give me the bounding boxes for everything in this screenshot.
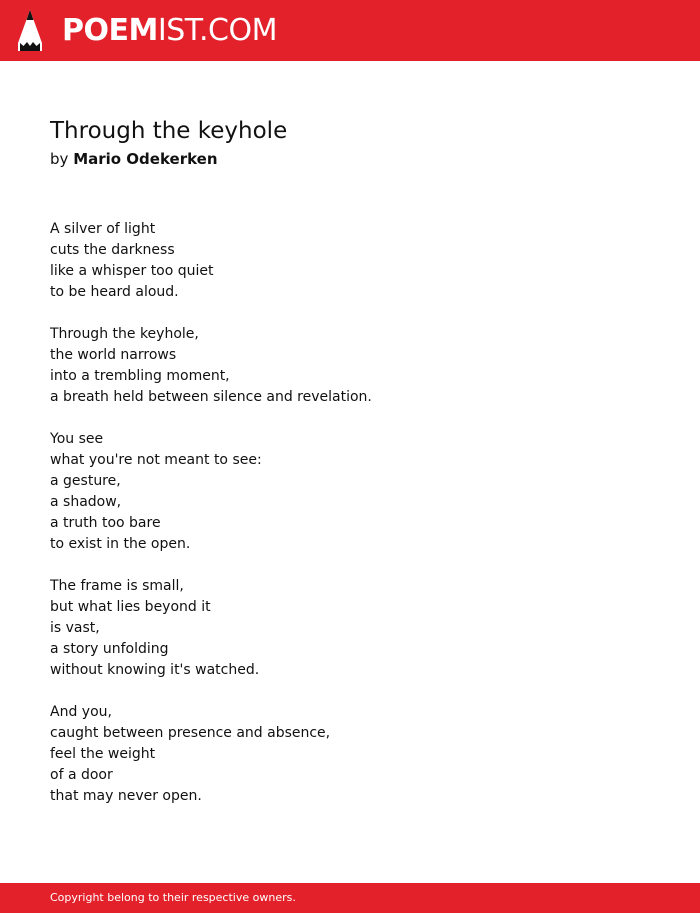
- poem-line: You see: [50, 431, 104, 447]
- poem-line: caught between presence and absence,: [50, 725, 331, 741]
- logo-text-bold: POEM: [62, 13, 158, 48]
- copyright-notice: Copyright belong to their respective owners.: [50, 891, 296, 904]
- poem-line: the world narrows: [50, 347, 177, 363]
- site-header: [0, 0, 700, 61]
- poem-line: to be heard aloud.: [50, 284, 179, 300]
- poem-line: but what lies beyond it: [50, 599, 211, 615]
- poem-title: Through the keyhole: [50, 118, 288, 144]
- poem-line: Through the keyhole,: [50, 326, 199, 342]
- site-footer: [0, 883, 700, 913]
- poem-line: that may never open.: [50, 788, 202, 804]
- stanza: [50, 576, 670, 681]
- poem-line: to exist in the open.: [50, 536, 191, 552]
- poem-line: A silver of light: [50, 221, 156, 237]
- poem-line: cuts the darkness: [50, 242, 175, 258]
- author-name: Mario Odekerken: [73, 150, 218, 168]
- poem-line: into a trembling moment,: [50, 368, 230, 384]
- poem-body: [50, 219, 670, 828]
- byline: [50, 149, 218, 169]
- by-label: by: [50, 150, 69, 168]
- poem-line: a shadow,: [50, 494, 122, 510]
- poem-line: feel the weight: [50, 746, 156, 762]
- poem-line: And you,: [50, 704, 112, 720]
- poem-line: is vast,: [50, 620, 100, 636]
- stanza: [50, 702, 670, 807]
- stanza: [50, 219, 670, 303]
- pencil-tip-icon: [17, 9, 43, 52]
- poem-line: a gesture,: [50, 473, 121, 489]
- logo-text-light: IST.COM: [157, 13, 277, 48]
- poem-line: a story unfolding: [50, 641, 169, 657]
- stanza: [50, 324, 670, 408]
- poem-line: what you're not meant to see:: [50, 452, 262, 468]
- poem-line: of a door: [50, 767, 113, 783]
- poem-line: without knowing it's watched.: [50, 662, 260, 678]
- poem-line: a breath held between silence and revelation.: [50, 389, 372, 405]
- poem-line: like a whisper too quiet: [50, 263, 214, 279]
- stanza: [50, 429, 670, 555]
- site-logo-link[interactable]: [62, 11, 277, 51]
- poem-line: a truth too bare: [50, 515, 161, 531]
- poem-line: The frame is small,: [50, 578, 184, 594]
